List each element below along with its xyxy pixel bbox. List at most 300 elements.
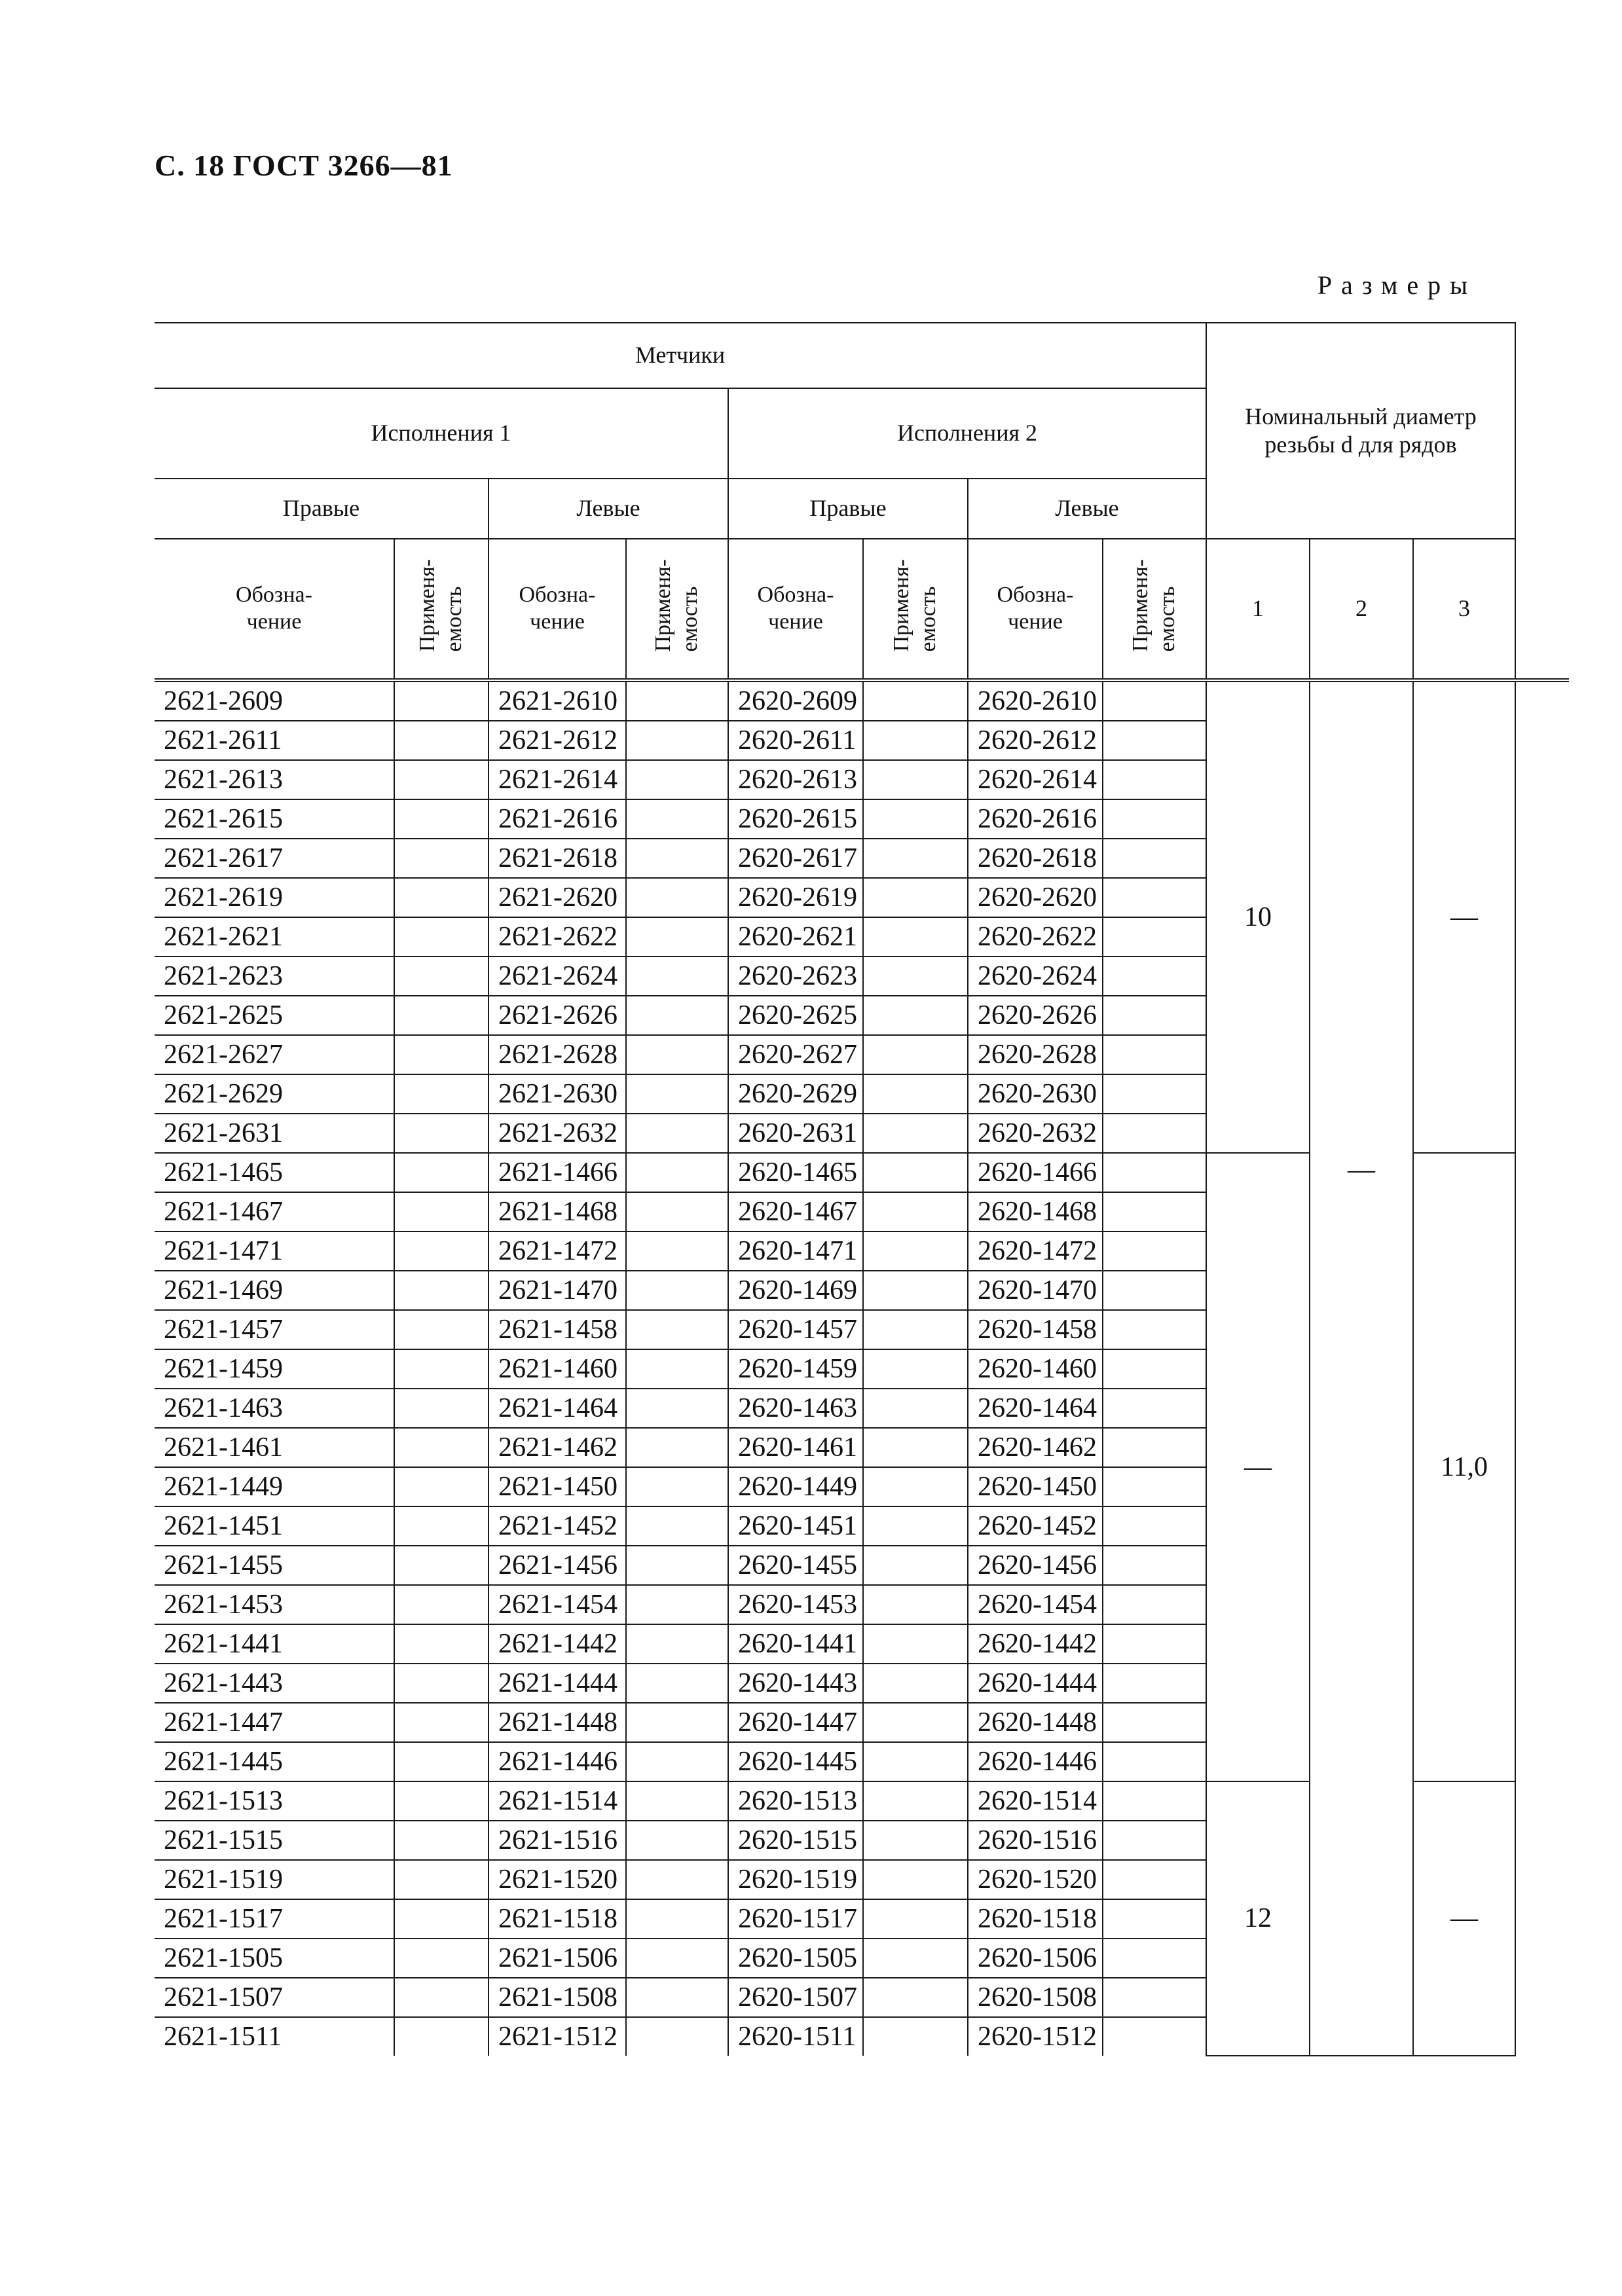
v1-left-designation-cell: 2621-1456	[488, 1546, 626, 1585]
v1-right-applicability-cell	[394, 1624, 488, 1664]
v1-right-designation-cell: 2621-1469	[155, 1271, 394, 1310]
v2-right-designation-cell: 2620-1451	[728, 1506, 863, 1546]
v1-right-designation-cell: 2621-2623	[155, 957, 394, 996]
v2-right-applicability-cell	[863, 1271, 968, 1310]
v2-right-designation-cell: 2620-2619	[728, 878, 863, 917]
diameter-row1-value: 12	[1206, 1781, 1310, 2056]
v1-right-applicability-cell	[394, 1192, 488, 1231]
v2-right-designation-cell: 2620-1455	[728, 1546, 863, 1585]
v1-right-applicability-cell	[394, 1939, 488, 1978]
v2-right-designation-cell: 2620-1457	[728, 1310, 863, 1349]
variant-1-header: Исполнения 1	[155, 388, 728, 479]
v2-left-applicability-cell	[1103, 1546, 1206, 1585]
v1-left-designation-cell: 2621-1470	[488, 1271, 626, 1310]
v2-left-designation-cell: 2620-1516	[968, 1821, 1103, 1860]
v1-right-designation-cell: 2621-1467	[155, 1192, 394, 1231]
v2-right-designation-cell: 2620-1449	[728, 1467, 863, 1506]
v2-right-designation-cell: 2620-1471	[728, 1231, 863, 1271]
v1-left-designation-cell: 2621-2614	[488, 760, 626, 799]
v1-right-designation-cell: 2621-1519	[155, 1860, 394, 1899]
v2-left-applicability-cell	[1103, 721, 1206, 760]
v1-right-applicability-label: Применя- емость	[415, 559, 466, 652]
v2-right-designation-cell: 2620-2627	[728, 1035, 863, 1074]
v1-left-applicability-cell	[626, 1546, 728, 1585]
v1-right-designation-cell: 2621-2619	[155, 878, 394, 917]
v2-right-applicability-cell	[863, 799, 968, 839]
v1-right-designation-cell: 2621-1461	[155, 1428, 394, 1467]
v1-right-designation-cell: 2621-1517	[155, 1899, 394, 1939]
v2-right-designation-cell: 2620-1469	[728, 1271, 863, 1310]
v2-left-applicability-cell	[1103, 1231, 1206, 1271]
v1-left-applicability-cell	[626, 1506, 728, 1546]
v2-left-applicability-cell	[1103, 878, 1206, 917]
v2-right-designation-cell: 2620-1519	[728, 1860, 863, 1899]
v1-left-applicability-label: Применя- емость	[651, 559, 702, 652]
v1-left-applicability-cell	[626, 878, 728, 917]
v1-left-applicability-cell	[626, 1114, 728, 1153]
v2-right-designation-cell: 2620-2623	[728, 957, 863, 996]
v2-right-designation-cell: 2620-1517	[728, 1899, 863, 1939]
v2-left-applicability-cell	[1103, 1821, 1206, 1860]
v2-right-designation-cell: 2620-2609	[728, 680, 863, 721]
variant-2-header: Исполнения 2	[728, 388, 1206, 479]
v1-left-applicability-cell	[626, 917, 728, 957]
v2-left-applicability-cell	[1103, 799, 1206, 839]
v1-right-designation-cell: 2621-2631	[155, 1114, 394, 1153]
v2-right-applicability-cell	[863, 1939, 968, 1978]
v2-right-designation-cell: 2620-1459	[728, 1349, 863, 1389]
v1-left-designation-cell: 2621-1506	[488, 1939, 626, 1978]
v2-right-header: Правые	[728, 479, 968, 539]
v2-left-designation-cell: 2620-2610	[968, 680, 1103, 721]
v2-right-applicability-cell	[863, 1860, 968, 1899]
v1-right-designation-cell: 2621-2615	[155, 799, 394, 839]
v1-left-applicability-cell	[626, 1585, 728, 1624]
v2-left-designation-cell: 2620-1446	[968, 1742, 1103, 1781]
v2-left-designation-cell: 2620-1520	[968, 1860, 1103, 1899]
v2-left-designation-cell: 2620-1466	[968, 1153, 1103, 1192]
v2-left-applicability-cell	[1103, 1860, 1206, 1899]
v1-left-designation-cell: 2621-1454	[488, 1585, 626, 1624]
v1-left-designation-cell: 2621-1452	[488, 1506, 626, 1546]
v1-left-applicability-cell	[626, 1035, 728, 1074]
v2-left-designation-cell: 2620-2612	[968, 721, 1103, 760]
v2-left-applicability-cell	[1103, 1664, 1206, 1703]
diameter-row-3-header: 3	[1413, 539, 1515, 680]
v1-right-applicability-cell	[394, 1781, 488, 1821]
v2-left-applicability-cell	[1103, 1742, 1206, 1781]
v2-left-designation-cell: 2620-1518	[968, 1899, 1103, 1939]
v1-left-designation-cell: 2621-2628	[488, 1035, 626, 1074]
v1-left-designation-cell: 2621-1446	[488, 1742, 626, 1781]
v2-right-applicability-cell	[863, 1899, 968, 1939]
v2-left-designation-cell: 2620-1450	[968, 1467, 1103, 1506]
v2-right-applicability-cell	[863, 839, 968, 878]
v2-right-applicability-cell	[863, 1192, 968, 1231]
v1-right-designation-cell: 2621-1449	[155, 1467, 394, 1506]
v1-left-designation-cell: 2621-1520	[488, 1860, 626, 1899]
v2-left-designation-cell: 2620-1462	[968, 1428, 1103, 1467]
v1-right-applicability-cell	[394, 1074, 488, 1114]
v1-left-designation-cell: 2621-1466	[488, 1153, 626, 1192]
v1-left-applicability-cell	[626, 1821, 728, 1860]
v2-right-applicability-cell	[863, 1349, 968, 1389]
v2-left-applicability-cell	[1103, 1074, 1206, 1114]
v1-right-applicability-cell	[394, 721, 488, 760]
v2-right-designation-cell: 2620-1447	[728, 1703, 863, 1742]
v1-right-applicability-cell	[394, 1389, 488, 1428]
taps-table	[155, 322, 1569, 2056]
v1-left-designation-cell: 2621-1450	[488, 1467, 626, 1506]
v2-left-designation-cell: 2620-1470	[968, 1271, 1103, 1310]
v2-left-header: Левые	[968, 479, 1206, 539]
v1-right-applicability-cell	[394, 1506, 488, 1546]
v2-left-applicability-cell	[1103, 1114, 1206, 1153]
v1-right-applicability-header	[394, 539, 488, 680]
v1-right-designation-cell: 2621-1511	[155, 2017, 394, 2056]
diameter-row1-value: 10	[1206, 680, 1310, 1153]
v1-right-applicability-cell	[394, 1546, 488, 1585]
v2-right-designation-cell: 2620-1515	[728, 1821, 863, 1860]
v1-left-designation-cell: 2621-1468	[488, 1192, 626, 1231]
v2-left-designation-cell: 2620-2620	[968, 878, 1103, 917]
v2-left-applicability-cell	[1103, 680, 1206, 721]
v1-left-designation-cell: 2621-1460	[488, 1349, 626, 1389]
v2-left-applicability-cell	[1103, 996, 1206, 1035]
v1-left-designation-cell: 2621-2610	[488, 680, 626, 721]
v2-right-applicability-cell	[863, 1624, 968, 1664]
v1-right-applicability-cell	[394, 680, 488, 721]
v1-right-applicability-cell	[394, 996, 488, 1035]
v2-right-designation-cell: 2620-1445	[728, 1742, 863, 1781]
v1-left-designation-cell: 2621-2612	[488, 721, 626, 760]
v2-left-designation-cell: 2620-1442	[968, 1624, 1103, 1664]
table-margin-column	[1515, 323, 1569, 680]
v2-right-applicability-cell	[863, 760, 968, 799]
v1-right-designation-cell: 2621-1505	[155, 1939, 394, 1978]
v1-left-designation-cell: 2621-2622	[488, 917, 626, 957]
v1-left-applicability-cell	[626, 1349, 728, 1389]
v2-right-applicability-cell	[863, 1231, 968, 1271]
v2-left-applicability-cell	[1103, 917, 1206, 957]
v2-right-designation-cell: 2620-2617	[728, 839, 863, 878]
v2-left-applicability-cell	[1103, 1899, 1206, 1939]
v2-left-designation-cell: 2620-2622	[968, 917, 1103, 957]
v2-right-designation-cell: 2620-2621	[728, 917, 863, 957]
v2-left-applicability-cell	[1103, 1271, 1206, 1310]
v1-left-designation-cell: 2621-1518	[488, 1899, 626, 1939]
v2-right-designation-cell: 2620-1453	[728, 1585, 863, 1624]
v1-left-applicability-cell	[626, 1389, 728, 1428]
v2-left-designation-cell: 2620-2630	[968, 1074, 1103, 1114]
v2-left-applicability-cell	[1103, 1192, 1206, 1231]
v1-right-applicability-cell	[394, 957, 488, 996]
v2-right-designation-cell: 2620-2613	[728, 760, 863, 799]
v2-right-designation-cell: 2620-1465	[728, 1153, 863, 1192]
v2-right-applicability-cell	[863, 1153, 968, 1192]
group-title: Метчики	[155, 323, 1206, 388]
v2-left-designation-cell: 2620-2626	[968, 996, 1103, 1035]
v2-left-applicability-cell	[1103, 1310, 1206, 1349]
diameter-title: Номинальный диаметр резьбы d для рядов	[1206, 323, 1515, 539]
v2-right-applicability-cell	[863, 1585, 968, 1624]
v2-left-applicability-cell	[1103, 1939, 1206, 1978]
table-margin-column	[1515, 680, 1569, 2056]
v1-left-designation-cell: 2621-1448	[488, 1703, 626, 1742]
v1-left-designation-cell: 2621-1508	[488, 1978, 626, 2017]
v2-right-applicability-cell	[863, 1389, 968, 1428]
v2-left-designation-cell: 2620-1458	[968, 1310, 1103, 1349]
v1-right-designation-cell: 2621-1441	[155, 1624, 394, 1664]
v1-left-designation-cell: 2621-1444	[488, 1664, 626, 1703]
v2-right-designation-cell: 2620-2625	[728, 996, 863, 1035]
v2-left-applicability-cell	[1103, 1506, 1206, 1546]
v2-right-designation-cell: 2620-1505	[728, 1939, 863, 1978]
v1-left-designation-cell: 2621-1514	[488, 1781, 626, 1821]
v1-right-applicability-cell	[394, 1742, 488, 1781]
v1-right-applicability-cell	[394, 760, 488, 799]
v1-left-applicability-cell	[626, 1899, 728, 1939]
v1-left-designation-cell: 2621-2632	[488, 1114, 626, 1153]
v2-right-applicability-cell	[863, 1703, 968, 1742]
v2-left-designation-cell: 2620-1506	[968, 1939, 1103, 1978]
v1-left-applicability-cell	[626, 1428, 728, 1467]
v2-right-applicability-cell	[863, 1978, 968, 2017]
v1-left-applicability-cell	[626, 1231, 728, 1271]
v2-right-applicability-cell	[863, 1506, 968, 1546]
v1-left-applicability-cell	[626, 1939, 728, 1978]
v2-left-designation-cell: 2620-1456	[968, 1546, 1103, 1585]
v1-left-designation-cell: 2621-1464	[488, 1389, 626, 1428]
v2-right-applicability-cell	[863, 1114, 968, 1153]
v2-right-applicability-cell	[863, 1781, 968, 1821]
v2-right-designation-cell: 2620-1513	[728, 1781, 863, 1821]
v1-left-applicability-cell	[626, 760, 728, 799]
diameter-row-2-header: 2	[1310, 539, 1413, 680]
v1-right-header: Правые	[155, 479, 488, 539]
v1-right-designation-cell: 2621-2617	[155, 839, 394, 878]
v2-right-applicability-cell	[863, 1546, 968, 1585]
v1-right-designation-cell: 2621-2611	[155, 721, 394, 760]
v2-left-designation-cell: 2620-1514	[968, 1781, 1103, 1821]
v1-right-applicability-cell	[394, 839, 488, 878]
v1-left-header: Левые	[488, 479, 728, 539]
sizes-label: Размеры	[1317, 270, 1477, 300]
v1-right-applicability-cell	[394, 1821, 488, 1860]
v2-right-applicability-cell	[863, 1035, 968, 1074]
v1-right-designation-cell: 2621-1463	[155, 1389, 394, 1428]
v1-right-designation-cell: 2621-2629	[155, 1074, 394, 1114]
v2-right-applicability-cell	[863, 1664, 968, 1703]
v1-left-designation-cell: 2621-2620	[488, 878, 626, 917]
diameter-row3-value: —	[1413, 1781, 1515, 2056]
v2-right-designation-cell: 2620-1463	[728, 1389, 863, 1428]
v1-left-applicability-cell	[626, 957, 728, 996]
v1-right-designation-cell: 2621-1513	[155, 1781, 394, 1821]
v2-right-applicability-cell	[863, 996, 968, 1035]
v1-left-applicability-cell	[626, 996, 728, 1035]
v1-right-applicability-cell	[394, 1271, 488, 1310]
v2-left-applicability-cell	[1103, 760, 1206, 799]
v1-right-applicability-cell	[394, 1978, 488, 2017]
v1-left-applicability-cell	[626, 1624, 728, 1664]
v2-left-applicability-cell	[1103, 2017, 1206, 2056]
v2-left-applicability-header	[1103, 539, 1206, 680]
v2-left-designation-cell: 2620-2616	[968, 799, 1103, 839]
v1-right-applicability-cell	[394, 1860, 488, 1899]
v1-left-applicability-cell	[626, 1860, 728, 1899]
v2-left-applicability-cell	[1103, 1467, 1206, 1506]
diameter-row1-value: —	[1206, 1153, 1310, 1781]
v2-right-designation-cell: 2620-1461	[728, 1428, 863, 1467]
v2-right-designation-cell: 2620-1507	[728, 1978, 863, 2017]
v1-left-applicability-cell	[626, 680, 728, 721]
v1-right-designation-cell: 2621-1451	[155, 1506, 394, 1546]
v2-right-applicability-cell	[863, 680, 968, 721]
v2-left-designation-cell: 2620-1460	[968, 1349, 1103, 1389]
v2-right-designation-cell: 2620-1511	[728, 2017, 863, 2056]
v2-left-applicability-cell	[1103, 1703, 1206, 1742]
v1-right-applicability-cell	[394, 1231, 488, 1271]
v1-right-designation-cell: 2621-1515	[155, 1821, 394, 1860]
v1-left-designation-cell: 2621-1512	[488, 2017, 626, 2056]
v2-right-applicability-cell	[863, 1074, 968, 1114]
v1-left-designation-cell: 2621-2616	[488, 799, 626, 839]
v2-left-designation-cell: 2620-1444	[968, 1664, 1103, 1703]
v2-left-designation-cell: 2620-2618	[968, 839, 1103, 878]
v2-left-designation-cell: 2620-2628	[968, 1035, 1103, 1074]
v1-left-applicability-cell	[626, 1271, 728, 1310]
v1-right-applicability-cell	[394, 1664, 488, 1703]
v2-right-designation-cell: 2620-1441	[728, 1624, 863, 1664]
v1-left-applicability-cell	[626, 721, 728, 760]
v2-left-applicability-cell	[1103, 1978, 1206, 2017]
v1-left-designation-header: Обозна- чение	[488, 539, 626, 680]
v1-right-applicability-cell	[394, 1349, 488, 1389]
v1-right-applicability-cell	[394, 799, 488, 839]
v2-right-applicability-cell	[863, 1310, 968, 1349]
v2-left-applicability-cell	[1103, 1428, 1206, 1467]
v2-left-designation-cell: 2620-2624	[968, 957, 1103, 996]
v2-left-designation-header: Обозна- чение	[968, 539, 1103, 680]
v2-right-applicability-cell	[863, 721, 968, 760]
v1-right-designation-cell: 2621-1447	[155, 1703, 394, 1742]
v2-left-designation-cell: 2620-2632	[968, 1114, 1103, 1153]
v2-right-applicability-cell	[863, 1821, 968, 1860]
v2-left-applicability-cell	[1103, 1781, 1206, 1821]
v1-right-applicability-cell	[394, 1114, 488, 1153]
v2-left-designation-cell: 2620-1464	[968, 1389, 1103, 1428]
v1-right-designation-cell: 2621-1457	[155, 1310, 394, 1349]
v1-right-designation-cell: 2621-1471	[155, 1231, 394, 1271]
v2-right-designation-cell: 2620-2631	[728, 1114, 863, 1153]
v1-left-applicability-cell	[626, 1153, 728, 1192]
v1-left-applicability-cell	[626, 1467, 728, 1506]
v2-right-applicability-cell	[863, 2017, 968, 2056]
v1-left-applicability-cell	[626, 1664, 728, 1703]
v2-left-applicability-cell	[1103, 839, 1206, 878]
v2-right-applicability-cell	[863, 1428, 968, 1467]
v2-right-designation-cell: 2620-1443	[728, 1664, 863, 1703]
v1-left-applicability-cell	[626, 1703, 728, 1742]
v1-left-applicability-cell	[626, 839, 728, 878]
v1-left-designation-cell: 2621-1462	[488, 1428, 626, 1467]
v1-left-designation-cell: 2621-1516	[488, 1821, 626, 1860]
table-row	[155, 680, 1569, 721]
v2-right-designation-cell: 2620-2629	[728, 1074, 863, 1114]
v2-left-designation-cell: 2620-1512	[968, 2017, 1103, 2056]
v2-left-designation-cell: 2620-1448	[968, 1703, 1103, 1742]
v1-right-designation-cell: 2621-2625	[155, 996, 394, 1035]
v2-right-applicability-header	[863, 539, 968, 680]
v1-left-designation-cell: 2621-1472	[488, 1231, 626, 1271]
v1-right-designation-cell: 2621-2627	[155, 1035, 394, 1074]
v1-left-designation-cell: 2621-2626	[488, 996, 626, 1035]
v2-left-applicability-cell	[1103, 1389, 1206, 1428]
v2-left-designation-cell: 2620-1452	[968, 1506, 1103, 1546]
v1-right-applicability-cell	[394, 917, 488, 957]
v1-left-designation-cell: 2621-2624	[488, 957, 626, 996]
v2-left-applicability-label: Применя- емость	[1128, 559, 1179, 652]
v2-left-designation-cell: 2620-1454	[968, 1585, 1103, 1624]
v2-left-applicability-cell	[1103, 1585, 1206, 1624]
diameter-row-1-header: 1	[1206, 539, 1310, 680]
v1-right-applicability-cell	[394, 1467, 488, 1506]
v1-left-designation-cell: 2621-1442	[488, 1624, 626, 1664]
v2-left-applicability-cell	[1103, 957, 1206, 996]
v2-right-applicability-cell	[863, 878, 968, 917]
v2-right-applicability-label: Применя- емость	[889, 559, 940, 652]
v2-left-designation-cell: 2620-1468	[968, 1192, 1103, 1231]
v1-left-applicability-cell	[626, 1742, 728, 1781]
v2-right-applicability-cell	[863, 1742, 968, 1781]
v1-left-designation-cell: 2621-2618	[488, 839, 626, 878]
v1-left-designation-cell: 2621-1458	[488, 1310, 626, 1349]
v1-right-applicability-cell	[394, 2017, 488, 2056]
diameter-row3-value: —	[1413, 680, 1515, 1153]
v1-left-applicability-cell	[626, 1074, 728, 1114]
v1-left-applicability-cell	[626, 1192, 728, 1231]
v1-right-applicability-cell	[394, 878, 488, 917]
v1-right-designation-cell: 2621-1459	[155, 1349, 394, 1389]
v1-right-designation-cell: 2621-1507	[155, 1978, 394, 2017]
v2-left-applicability-cell	[1103, 1624, 1206, 1664]
v1-left-applicability-cell	[626, 1310, 728, 1349]
v2-right-applicability-cell	[863, 957, 968, 996]
v2-left-applicability-cell	[1103, 1035, 1206, 1074]
v1-right-designation-cell: 2621-1453	[155, 1585, 394, 1624]
diameter-row3-value: 11,0	[1413, 1153, 1515, 1781]
v1-right-designation-header: Обозна- чение	[155, 539, 394, 680]
v1-left-applicability-cell	[626, 799, 728, 839]
v1-right-applicability-cell	[394, 1585, 488, 1624]
v1-right-applicability-cell	[394, 1428, 488, 1467]
v1-right-designation-cell: 2621-2621	[155, 917, 394, 957]
v1-right-applicability-cell	[394, 1153, 488, 1192]
v1-left-applicability-cell	[626, 2017, 728, 2056]
v2-left-applicability-cell	[1103, 1153, 1206, 1192]
v2-right-applicability-cell	[863, 917, 968, 957]
v1-right-applicability-cell	[394, 1899, 488, 1939]
v2-left-designation-cell: 2620-2614	[968, 760, 1103, 799]
v2-left-designation-cell: 2620-1472	[968, 1231, 1103, 1271]
v1-right-designation-cell: 2621-1455	[155, 1546, 394, 1585]
v1-right-designation-cell: 2621-1445	[155, 1742, 394, 1781]
v2-right-designation-header: Обозна- чение	[728, 539, 863, 680]
v1-right-designation-cell: 2621-1443	[155, 1664, 394, 1703]
page-title: С. 18 ГОСТ 3266—81	[155, 149, 453, 182]
v1-left-applicability-cell	[626, 1781, 728, 1821]
